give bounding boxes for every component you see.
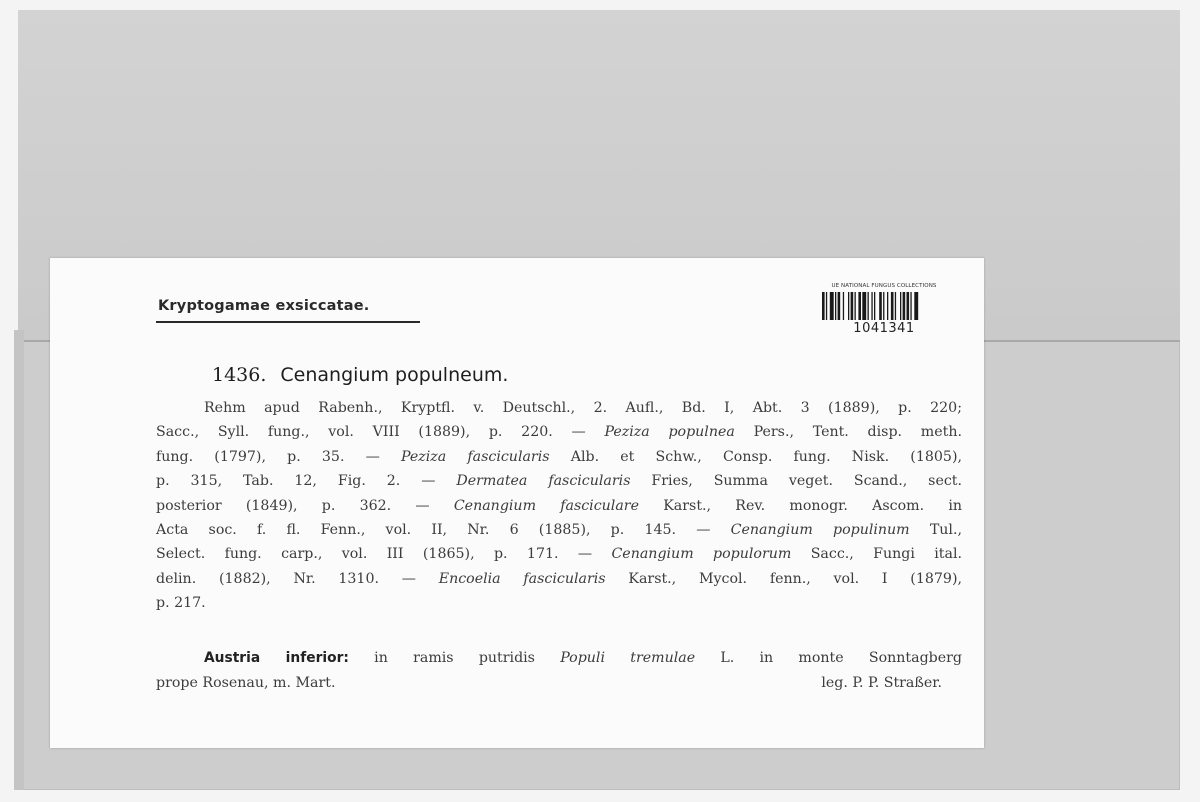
barcode-bar — [851, 292, 854, 320]
barcode-bar — [903, 292, 906, 320]
barcode-bar — [826, 292, 827, 320]
citation-line: delin. (1882), Nr. 1310. — Encoelia fascicularis Karst., Mycol. fenn., vol. I (1879), — [156, 570, 962, 587]
citation-line: posterior (1849), p. 362. — Cenangium fasciculare Karst., Rev. monogr. Ascom. in — [156, 497, 963, 514]
species-name: Cenangium populneum. — [280, 364, 509, 386]
barcode-bar — [848, 292, 849, 320]
barcode-bar — [843, 292, 844, 320]
packet-edge — [14, 330, 24, 790]
barcode-bar — [858, 292, 861, 320]
specimen-label — [50, 258, 984, 748]
barcode-bar — [900, 292, 901, 320]
citation-line: Sacc., Syll. fung., vol. VIII (1889), p. 220. — Peziza populnea Pers., Tent. disp. meth. — [156, 424, 962, 441]
citation-line: p. 315, Tab. 12, Fig. 2. — Dermatea fascicularis Fries, Summa veget. Scand., sect. — [156, 473, 963, 490]
barcode-bar — [874, 292, 875, 320]
series-title: Kryptogamae exsiccatae. — [158, 298, 370, 314]
host-name: Populi tremulae — [560, 650, 696, 666]
barcode-bar — [830, 292, 834, 320]
barcode-caption: UE NATIONAL FUNGUS COLLECTIONS — [831, 283, 937, 289]
barcode-bar — [868, 292, 869, 320]
barcode-bar — [887, 292, 888, 320]
barcode-bar — [871, 292, 872, 320]
citation-line: Rehm apud Rabenh., Kryptfl. v. Deutschl., 2. Aufl., Bd. I, Abt. 3 (1889), p. 220; — [204, 400, 962, 416]
citation-line: Acta soc. f. fl. Fenn., vol. II, Nr. 6 (1885), p. 145. — Cenangium populinum Tul., — [156, 522, 962, 539]
series-underline — [156, 321, 420, 323]
citation-line: p. 217. — [156, 595, 206, 612]
barcode-bar — [838, 292, 841, 320]
barcode-bar — [891, 292, 894, 320]
barcode-number: 1041341 — [853, 321, 915, 336]
locality-region: Austria inferior: — [204, 650, 349, 666]
barcode-bar — [907, 292, 910, 320]
barcode-bar — [835, 292, 836, 320]
barcode-bar — [822, 292, 825, 320]
species-heading — [212, 364, 508, 386]
barcode-bar — [883, 292, 884, 320]
citation-block — [156, 396, 962, 616]
locality-line: prope Rosenau, m. Mart. leg. P. P. Straßer. — [156, 671, 962, 696]
barcode-bars — [822, 292, 946, 320]
barcode-bar — [895, 292, 896, 320]
citation-line: Select. fung. carp., vol. III (1865), p. 171. — Cenangium populorum Sacc., Fungi ital. — [156, 546, 963, 563]
locality-block — [156, 646, 962, 696]
exsiccata-number: 1436. — [212, 364, 267, 386]
barcode-bar — [914, 292, 918, 320]
barcode — [816, 283, 952, 343]
barcode-bar — [862, 292, 866, 320]
barcode-bar — [910, 292, 911, 320]
collector: leg. P. P. Straßer. — [821, 675, 942, 691]
locality-line: Austria inferior: in ramis putridis Populi tremulae L. in monte Sonntagberg — [204, 650, 962, 666]
citation-line: fung. (1797), p. 35. — Peziza fascicularis Alb. et Schw., Consp. fung. Nisk. (1805), — [156, 448, 962, 465]
barcode-bar — [879, 292, 882, 320]
barcode-bar — [855, 292, 856, 320]
